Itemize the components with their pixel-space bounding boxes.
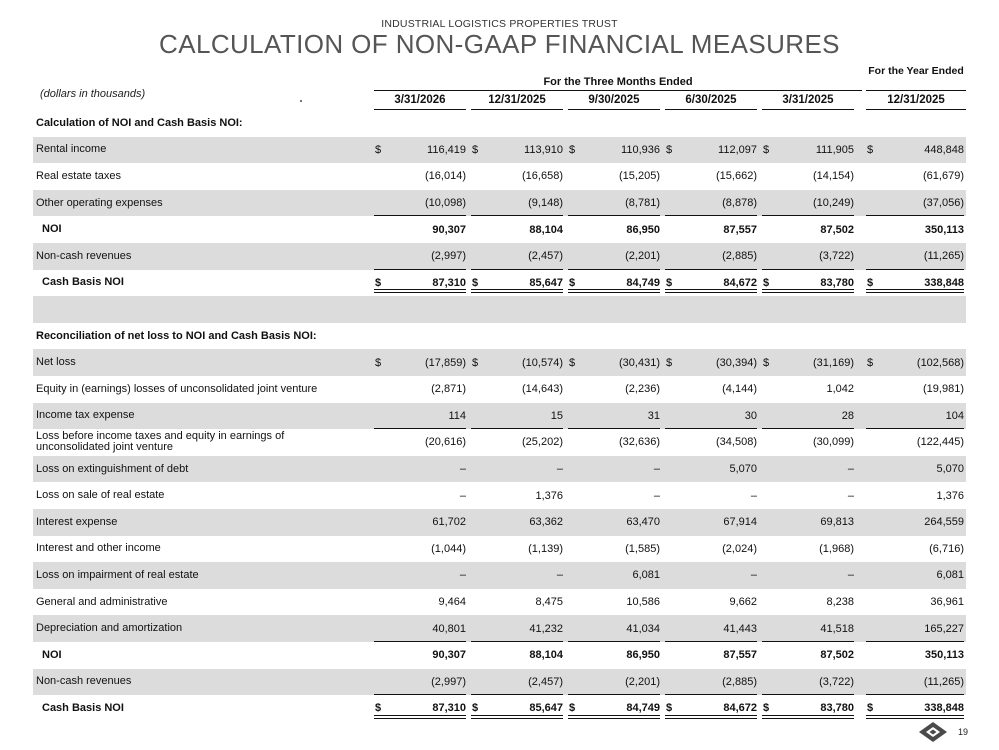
value-cell: (2,201) (625, 250, 660, 263)
page-number: 19 (958, 727, 969, 737)
value-cell: 87,557 (723, 223, 757, 236)
row-label: Equity in (earnings) losses of unconsolidated joint venture (36, 382, 318, 395)
table-row (33, 669, 966, 696)
dollar-sign: $ (569, 276, 576, 289)
table-row (33, 190, 966, 217)
value-cell: (2,457) (528, 250, 563, 263)
value-cell: 1,376 (535, 489, 563, 502)
value-cell: 84,672 (723, 276, 757, 289)
value-cell: (2,236) (625, 383, 660, 396)
value-cell: 69,813 (820, 516, 854, 529)
table-row (33, 589, 966, 616)
dollar-sign: $ (666, 702, 673, 715)
company-name: INDUSTRIAL LOGISTICS PROPERTIES TRUST (381, 18, 618, 30)
value-cell: 87,310 (432, 276, 466, 289)
column-header-4: 6/30/2025 (685, 94, 737, 106)
value-cell: 63,362 (529, 516, 563, 529)
dollar-sign: $ (569, 702, 576, 715)
year-header: For the Year Ended (868, 65, 964, 77)
dollar-sign: $ (867, 143, 874, 156)
value-cell: 28 (841, 409, 854, 422)
value-cell: – (847, 463, 854, 476)
table-row (33, 376, 966, 403)
value-cell: (10,249) (813, 197, 854, 210)
dollar-sign: $ (867, 702, 874, 715)
value-cell: 9,464 (438, 596, 466, 609)
total-double-rule (568, 715, 660, 719)
value-cell: 10,586 (626, 596, 660, 609)
value-cell: (2,997) (431, 250, 466, 263)
dollar-sign: $ (472, 356, 479, 369)
value-cell: 338,848 (924, 702, 964, 715)
dollar-sign: $ (867, 356, 874, 369)
value-cell: (16,014) (425, 170, 466, 183)
value-cell: – (459, 569, 466, 582)
row-label: Net loss (36, 356, 76, 369)
value-cell: 111,905 (815, 143, 854, 156)
value-cell: (32,636) (619, 436, 660, 449)
value-cell: (2,871) (431, 383, 466, 396)
value-cell: 5,070 (729, 463, 757, 476)
value-cell: (16,658) (522, 170, 563, 183)
total-double-rule (374, 289, 466, 293)
row-label: Real estate taxes (36, 169, 121, 182)
table-row (33, 137, 966, 164)
total-double-rule (762, 289, 854, 293)
table-row (33, 243, 966, 270)
row-label: NOI (42, 223, 62, 236)
value-cell: 84,749 (626, 702, 660, 715)
value-cell: (1,968) (819, 542, 854, 555)
value-cell: 1,042 (826, 383, 854, 396)
row-label: General and administrative (36, 595, 168, 608)
column-header-1: 3/31/2026 (394, 94, 446, 106)
total-double-rule (471, 289, 563, 293)
value-cell: 8,475 (535, 596, 563, 609)
value-cell: 41,034 (626, 622, 660, 635)
value-cell: (3,722) (819, 675, 854, 688)
value-cell: 31 (647, 409, 660, 422)
column-header-5: 3/31/2025 (782, 94, 834, 106)
value-cell: 8,238 (826, 596, 854, 609)
value-cell: (17,859) (425, 356, 466, 369)
value-cell: 63,470 (626, 516, 660, 529)
value-cell: (2,997) (431, 675, 466, 688)
value-cell: 36,961 (930, 596, 964, 609)
total-double-rule (866, 289, 964, 293)
row-label: Income tax expense (36, 409, 135, 422)
value-cell: 350,113 (924, 649, 964, 662)
value-cell: – (459, 489, 466, 502)
value-cell: 90,307 (432, 649, 466, 662)
three-months-header: For the Three Months Ended (543, 76, 693, 88)
value-cell: (14,154) (813, 170, 854, 183)
value-cell: 87,502 (820, 223, 854, 236)
value-cell: (122,445) (916, 436, 964, 449)
page-title: CALCULATION OF NON-GAAP FINANCIAL MEASURES (159, 29, 840, 59)
value-cell: (34,508) (716, 436, 757, 449)
value-cell: (15,205) (619, 170, 660, 183)
row-label: Interest and other income (36, 542, 161, 555)
dollar-sign: $ (375, 356, 382, 369)
value-cell: 87,502 (820, 649, 854, 662)
value-cell: 6,081 (632, 569, 660, 582)
dollar-sign: $ (472, 702, 479, 715)
table-row (33, 509, 966, 536)
table-row (33, 403, 966, 430)
decorative-dot (300, 100, 302, 102)
column-header-6: 12/31/2025 (887, 94, 945, 106)
value-cell: – (750, 569, 757, 582)
value-cell: (37,056) (923, 197, 964, 210)
value-cell: 86,950 (626, 223, 660, 236)
value-cell: (8,878) (722, 197, 757, 210)
value-cell: 350,113 (924, 223, 964, 236)
value-cell: 448,848 (924, 143, 964, 156)
value-cell: 86,950 (626, 649, 660, 662)
value-cell: 264,559 (924, 516, 964, 529)
value-cell: 83,780 (820, 702, 854, 715)
row-label: Cash Basis NOI (42, 276, 124, 289)
value-cell: (2,024) (722, 542, 757, 555)
total-double-rule (665, 715, 757, 719)
value-cell: – (653, 489, 660, 502)
value-cell: (102,568) (916, 356, 964, 369)
value-cell: 84,749 (626, 276, 660, 289)
value-cell: 90,307 (432, 223, 466, 236)
value-cell: (4,144) (722, 383, 757, 396)
table-row (33, 163, 966, 190)
value-cell: 110,936 (621, 143, 660, 156)
value-cell: (2,885) (722, 675, 757, 688)
dollar-sign: $ (666, 143, 673, 156)
value-cell: (30,099) (813, 436, 854, 449)
dollar-sign: $ (867, 276, 874, 289)
three-months-header-rule (374, 90, 862, 91)
value-cell: (6,716) (929, 542, 964, 555)
column-header-2: 12/31/2025 (488, 94, 546, 106)
value-cell: 88,104 (529, 649, 563, 662)
value-cell: – (847, 569, 854, 582)
total-double-rule (374, 715, 466, 719)
value-cell: (1,044) (431, 542, 466, 555)
row-label: Non-cash revenues (36, 249, 132, 262)
value-cell: (14,643) (522, 383, 563, 396)
section-header-row (33, 323, 966, 350)
value-cell: 61,702 (432, 516, 466, 529)
dollar-sign: $ (375, 143, 382, 156)
dollar-sign: $ (666, 276, 673, 289)
value-cell: 84,672 (723, 702, 757, 715)
row-label: Other operating expenses (36, 196, 163, 209)
value-cell: 9,662 (729, 596, 757, 609)
value-cell: (61,679) (923, 170, 964, 183)
value-cell: 104 (945, 409, 964, 422)
value-cell: 41,232 (529, 622, 563, 635)
dollar-sign: $ (763, 143, 770, 156)
value-cell: (30,431) (619, 356, 660, 369)
value-cell: 338,848 (924, 276, 964, 289)
value-cell: 30 (744, 409, 757, 422)
value-cell: 5,070 (936, 463, 964, 476)
value-cell: 1,376 (936, 489, 964, 502)
table-row (33, 216, 966, 243)
dollar-sign: $ (569, 356, 576, 369)
dollar-sign: $ (569, 143, 576, 156)
year-header-rule (866, 90, 966, 91)
value-cell: (15,662) (716, 170, 757, 183)
table-row (33, 482, 966, 509)
value-cell: 85,647 (529, 702, 563, 715)
row-label: Interest expense (36, 515, 118, 528)
value-cell: (3,722) (819, 250, 854, 263)
row-label: Non-cash revenues (36, 675, 132, 688)
row-label: Loss on sale of real estate (36, 489, 165, 502)
value-cell: 88,104 (529, 223, 563, 236)
value-cell: (2,457) (528, 675, 563, 688)
value-cell: (2,885) (722, 250, 757, 263)
value-cell: 116,419 (427, 143, 466, 156)
total-double-rule (471, 715, 563, 719)
value-cell: (10,574) (522, 356, 563, 369)
value-cell: 15 (550, 409, 563, 422)
total-double-rule (866, 715, 964, 719)
row-label: Cash Basis NOI (42, 701, 124, 714)
dollar-sign: $ (763, 276, 770, 289)
value-cell: – (847, 489, 854, 502)
row-label: Rental income (36, 143, 107, 156)
total-double-rule (665, 289, 757, 293)
units-note: (dollars in thousands) (40, 88, 146, 100)
table-row (33, 562, 966, 589)
row-label: Loss before income taxes and equity in earnings of unconsolidated joint venture (36, 430, 285, 454)
table-row (33, 456, 966, 483)
total-double-rule (568, 289, 660, 293)
value-cell: 165,227 (924, 622, 964, 635)
value-cell: 41,443 (723, 622, 757, 635)
value-cell: – (653, 463, 660, 476)
row-label: Loss on impairment of real estate (36, 568, 199, 581)
column-header-3: 9/30/2025 (588, 94, 640, 106)
value-cell: (31,169) (813, 356, 854, 369)
dollar-sign: $ (666, 356, 673, 369)
row-label: Calculation of NOI and Cash Basis NOI: (36, 116, 243, 129)
total-double-rule (762, 715, 854, 719)
table-row (33, 536, 966, 563)
value-cell: 6,081 (936, 569, 964, 582)
dollar-sign: $ (763, 702, 770, 715)
value-cell: (30,394) (716, 356, 757, 369)
value-cell: (19,981) (923, 383, 964, 396)
value-cell: (10,098) (425, 197, 466, 210)
value-cell: (11,265) (923, 250, 964, 263)
value-cell: – (750, 489, 757, 502)
row-label: Depreciation and amortization (36, 622, 183, 635)
dollar-sign: $ (763, 356, 770, 369)
section-header-row (33, 110, 966, 137)
value-cell: (20,616) (425, 436, 466, 449)
table-row (33, 615, 966, 642)
value-cell: (25,202) (522, 436, 563, 449)
table-row (33, 642, 966, 669)
value-cell: 87,310 (432, 702, 466, 715)
diamond-logo-icon (918, 721, 948, 743)
value-cell: 40,801 (432, 622, 466, 635)
table-row (33, 429, 966, 456)
value-cell: (11,265) (923, 675, 964, 688)
value-cell: – (556, 569, 563, 582)
dollar-sign: $ (472, 143, 479, 156)
value-cell: 87,557 (723, 649, 757, 662)
value-cell: (1,585) (625, 542, 660, 555)
value-cell: (9,148) (528, 197, 563, 210)
table-row (33, 349, 966, 376)
row-label: Reconciliation of net loss to NOI and Cash Basis NOI: (36, 329, 317, 342)
value-cell: (2,201) (625, 675, 660, 688)
value-cell: – (459, 463, 466, 476)
spacer-row (33, 296, 966, 323)
value-cell: 83,780 (820, 276, 854, 289)
dollar-sign: $ (375, 702, 382, 715)
value-cell: 85,647 (529, 276, 563, 289)
dollar-sign: $ (472, 276, 479, 289)
value-cell: 67,914 (723, 516, 757, 529)
value-cell: 112,097 (718, 143, 757, 156)
value-cell: 114 (448, 409, 466, 422)
value-cell: – (556, 463, 563, 476)
value-cell: (1,139) (528, 542, 563, 555)
value-cell: (8,781) (625, 197, 660, 210)
value-cell: 113,910 (524, 143, 563, 156)
value-cell: 41,518 (820, 622, 854, 635)
dollar-sign: $ (375, 276, 382, 289)
row-label: NOI (42, 648, 62, 661)
row-label: Loss on extinguishment of debt (36, 462, 189, 475)
